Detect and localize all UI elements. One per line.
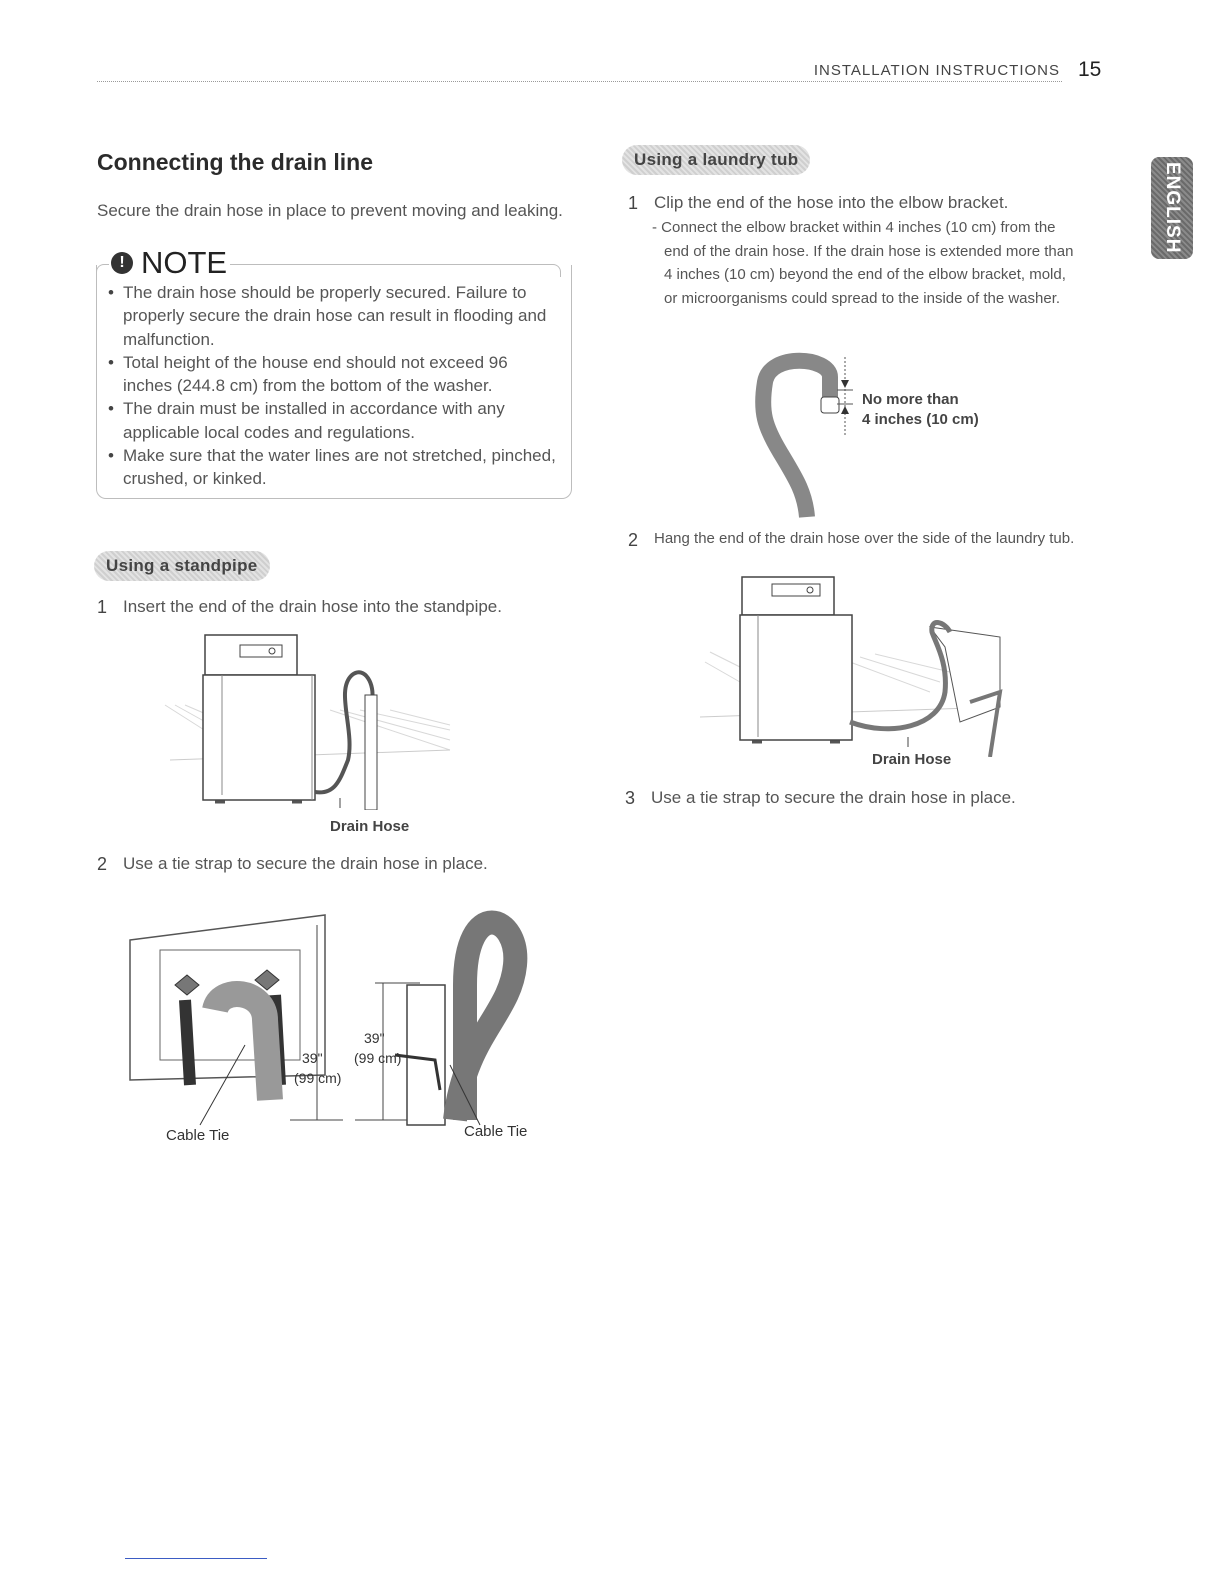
dim-left-1: 39": [302, 1050, 323, 1066]
step-text: Insert the end of the drain hose into the standpipe.: [123, 597, 502, 616]
standpipe-washer-illustration: [160, 630, 460, 810]
detail-line: or microorganisms could spread to the inside of the washer.: [664, 289, 1061, 307]
laundry-tub-step-1-detail: [652, 216, 1073, 310]
language-side-tab: [1151, 157, 1193, 259]
cable-tie-label-left: Cable Tie: [166, 1127, 230, 1144]
header-section: INSTALLATION INSTRUCTIONS: [813, 62, 1060, 79]
step-number: 3: [625, 788, 636, 808]
step-number: 1: [97, 597, 108, 617]
laundry-tub-step-3: [625, 788, 1016, 809]
side-tab-label: ENGLISH: [1162, 162, 1183, 254]
exclamation-icon: !: [111, 252, 133, 274]
laundry-tub-heading: Using a laundry tub: [622, 145, 810, 175]
standpipe-figure-label: Drain Hose: [330, 818, 410, 835]
detail-line: - Connect the elbow bracket within 4 inches (10 cm) from the: [652, 219, 1056, 236]
standpipe-heading: Using a standpipe: [94, 551, 270, 581]
note-list: [106, 281, 561, 491]
note-item: • Total height of the house end should not exceed 96 inches (244.8 cm) from the bottom of the washer.: [106, 351, 561, 398]
elbow-bracket-illustration: [745, 352, 865, 522]
note-item: • The drain must be installed in accordance with any applicable local codes and regulations.: [106, 397, 561, 444]
cable-tie-label-right: Cable Tie: [464, 1123, 528, 1140]
section-title: Connecting the drain line: [97, 149, 374, 175]
dim-right-2: (99 cm): [354, 1050, 402, 1066]
note-box-top-line: [230, 264, 561, 277]
cable-tie-illustration: [125, 905, 535, 1130]
note-box-corner: [96, 264, 109, 277]
note-item: • Make sure that the water lines are not stretched, pinched, crushed, or kinked.: [106, 444, 561, 491]
note-item: • The drain hose should be properly secured. Failure to properly secure the drain hose can result in flooding and malfunction.: [106, 281, 561, 351]
laundry-tub-illustration: [700, 572, 1010, 757]
laundry-tub-figure-label: Drain Hose: [872, 751, 952, 768]
note-heading-text: NOTE: [141, 245, 228, 280]
step-number: 2: [628, 530, 639, 550]
step-text: Use a tie strap to secure the drain hose in place.: [651, 788, 1016, 807]
note-heading: [111, 245, 227, 281]
step-text: Use a tie strap to secure the drain hose in place.: [123, 854, 488, 873]
detail-line: 4 inches (10 cm) beyond the end of the elbow bracket, mold,: [664, 266, 1066, 283]
laundry-tub-step-2: [628, 530, 1074, 551]
laundry-tub-step-1: [628, 193, 1008, 214]
standpipe-step-1: [97, 597, 502, 618]
header-rule: [97, 81, 1062, 82]
dim-right-1: 39": [364, 1030, 385, 1046]
no-more-than-label: No more than: [862, 391, 959, 408]
standpipe-step-2: [97, 854, 488, 875]
step-number: 1: [628, 193, 639, 213]
step-text: Hang the end of the drain hose over the side of the laundry tub.: [654, 530, 1075, 547]
footer-rule: [125, 1558, 267, 1559]
intro-text: Secure the drain hose in place to prevent moving and leaking.: [97, 201, 563, 220]
step-number: 2: [97, 854, 108, 874]
step-text: Clip the end of the hose into the elbow bracket.: [654, 193, 1009, 212]
detail-line: end of the drain hose. If the drain hose is extended more than: [664, 242, 1074, 260]
page-number: 15: [1078, 58, 1102, 81]
four-inches-label: 4 inches (10 cm): [862, 411, 979, 428]
dim-left-2: (99 cm): [294, 1070, 342, 1086]
